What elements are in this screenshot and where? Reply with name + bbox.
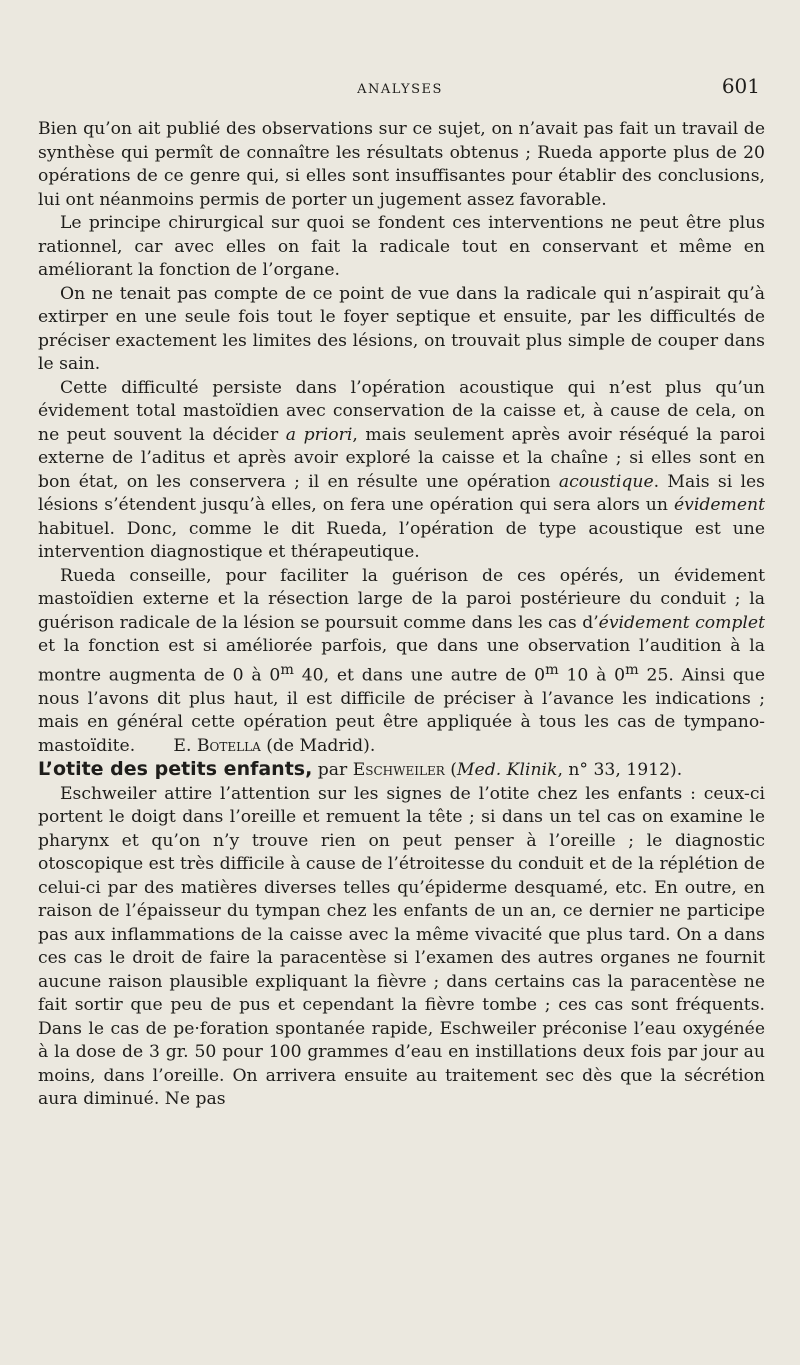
article-heading <box>38 758 765 783</box>
paragraph: On ne tenait pas compte de ce point de vue dans la radicale qui n’aspirait qu’à extirper en une seule fois tout le foyer septique et ensuite, par les difficultés de préciser exactement les limites des lésions, on trouvait plus simple de couper dans le sain. <box>38 283 765 374</box>
text-run: par <box>312 760 353 781</box>
superscript-unit: m <box>280 661 294 678</box>
journal-name: Med. Klinik <box>456 760 558 781</box>
italic-text: évidement <box>674 495 765 515</box>
article-author: Eschweiler <box>352 760 445 781</box>
italic-text: évidement complet <box>598 612 765 633</box>
paragraph: Le principe chirurgical sur quoi se fondent ces interventions ne peut être plus rationnel, car avec elles on fait la radicale tout en conservant et même en améliorant la fonction de l’organe. <box>38 213 765 280</box>
paragraph: Bien qu’on ait publié des observations sur ce sujet, on n’avait pas fait un travail de synthèse qui permît de connaître les résultats obtenus ; Rueda apporte plus de 20 opérations de ce genre qui, si elles sont insuffisantes pour établir des conclusions, lui ont néanmoins permis de porter un jugement assez favorable. <box>38 119 765 210</box>
text-run: Cette difficulté persiste dans l’opération acoustique qui n’est plus qu’un évidement total mastoïdien avec conservation de la caisse et, à cause de cela, on ne peut souvent la décider <box>38 377 765 445</box>
page-number: 601 <box>721 74 760 98</box>
paragraph <box>38 377 765 565</box>
superscript-unit: m <box>625 661 639 678</box>
signature-initial: E. <box>173 735 197 756</box>
running-title: ANALYSES <box>357 82 443 97</box>
article-title: L’otite des petits enfants, <box>38 758 313 781</box>
text-run: 10 à 0 <box>558 665 626 686</box>
italic-text: acoustique <box>558 471 654 492</box>
text-run: ( <box>444 760 457 781</box>
italic-text: a priori <box>285 424 353 445</box>
page-header <box>36 74 764 104</box>
paragraph: Eschweiler attire l’attention sur les signes de l’otite chez les enfants : ceux-ci portent le doigt dans l’oreille et remuent la tête ; si dans un tel cas on examine le pharynx et qu’on n’y trouve rien on peut penser à l’oreille ; le diagnostic otoscopique est très difficile à cause de l’étroitesse du conduit et de la réplétion de celui-ci par des matières diverses telles qu’épiderme desquamé, etc. En outre, en raison de l’épaisseur du tympan chez les enfants de un an, ce dernier ne participe pas aux inflammations de la caisse avec la même vivacité que plus tard. On a dans ces cas le droit de faire la paracentèse si l’examen des autres organes ne fournit aucune raison plausible expliquant la fièvre ; dans certains cas la paracentèse ne fait sortir que peu de pus et cependant la fièvre tombe ; ces cas sont fréquents. Dans le cas de pe·foration spontanée rapide, Eschweiler préconise l’eau oxygénée à la dose de 3 gr. 50 pour 100 grammes d’eau en instillations deux fois par jour au moins, dans l’oreille. On arrivera ensuite au traitement sec dès que la sécrétion aura diminué. Ne pas <box>38 783 765 1110</box>
text-run: Rueda conseille, pour faciliter la guérison de ces opérés, un évidement mastoïdien externe et la résection large de la paroi postérieure du conduit ; la guérison radicale de la lésion se poursuit comme dans les cas d’ <box>38 565 765 633</box>
text-run: , n° 33, 1912). <box>557 760 683 781</box>
paragraph <box>38 565 765 759</box>
text-run: , mais seulement après avoir réséqué la paroi externe de l’aditus et après avoir exploré la caisse et la chaîne ; si elles sont en bon état, on les conservera ; il en résulte une opération <box>38 424 765 492</box>
text-run: habituel. Donc, comme le dit Rueda, l’opération de type acoustique est une intervention diagnostique et thérapeutique. <box>38 518 765 562</box>
signature-name: Botella <box>196 735 261 756</box>
body-text <box>38 118 765 1112</box>
text-run: 40, et dans une autre de 0 <box>293 665 546 686</box>
superscript-unit: m <box>545 661 559 678</box>
text-run: . Mais si les lésions s’étendent jusqu’à elles, on fera une opération qui sera alors un <box>38 471 765 515</box>
text-run: 25. Ainsi que nous l’avons dit plus haut, il est difficile de préciser à l’avance les indications ; mais en général cette opération peut être appliquée à tous les cas de tympano-mastoïdite. <box>38 665 765 756</box>
signature-place: (de Madrid). <box>260 735 376 756</box>
text-run: et la fonction est si améliorée parfois, que dans une observation l’audition à la montre augmenta de 0 à 0 <box>38 636 765 686</box>
